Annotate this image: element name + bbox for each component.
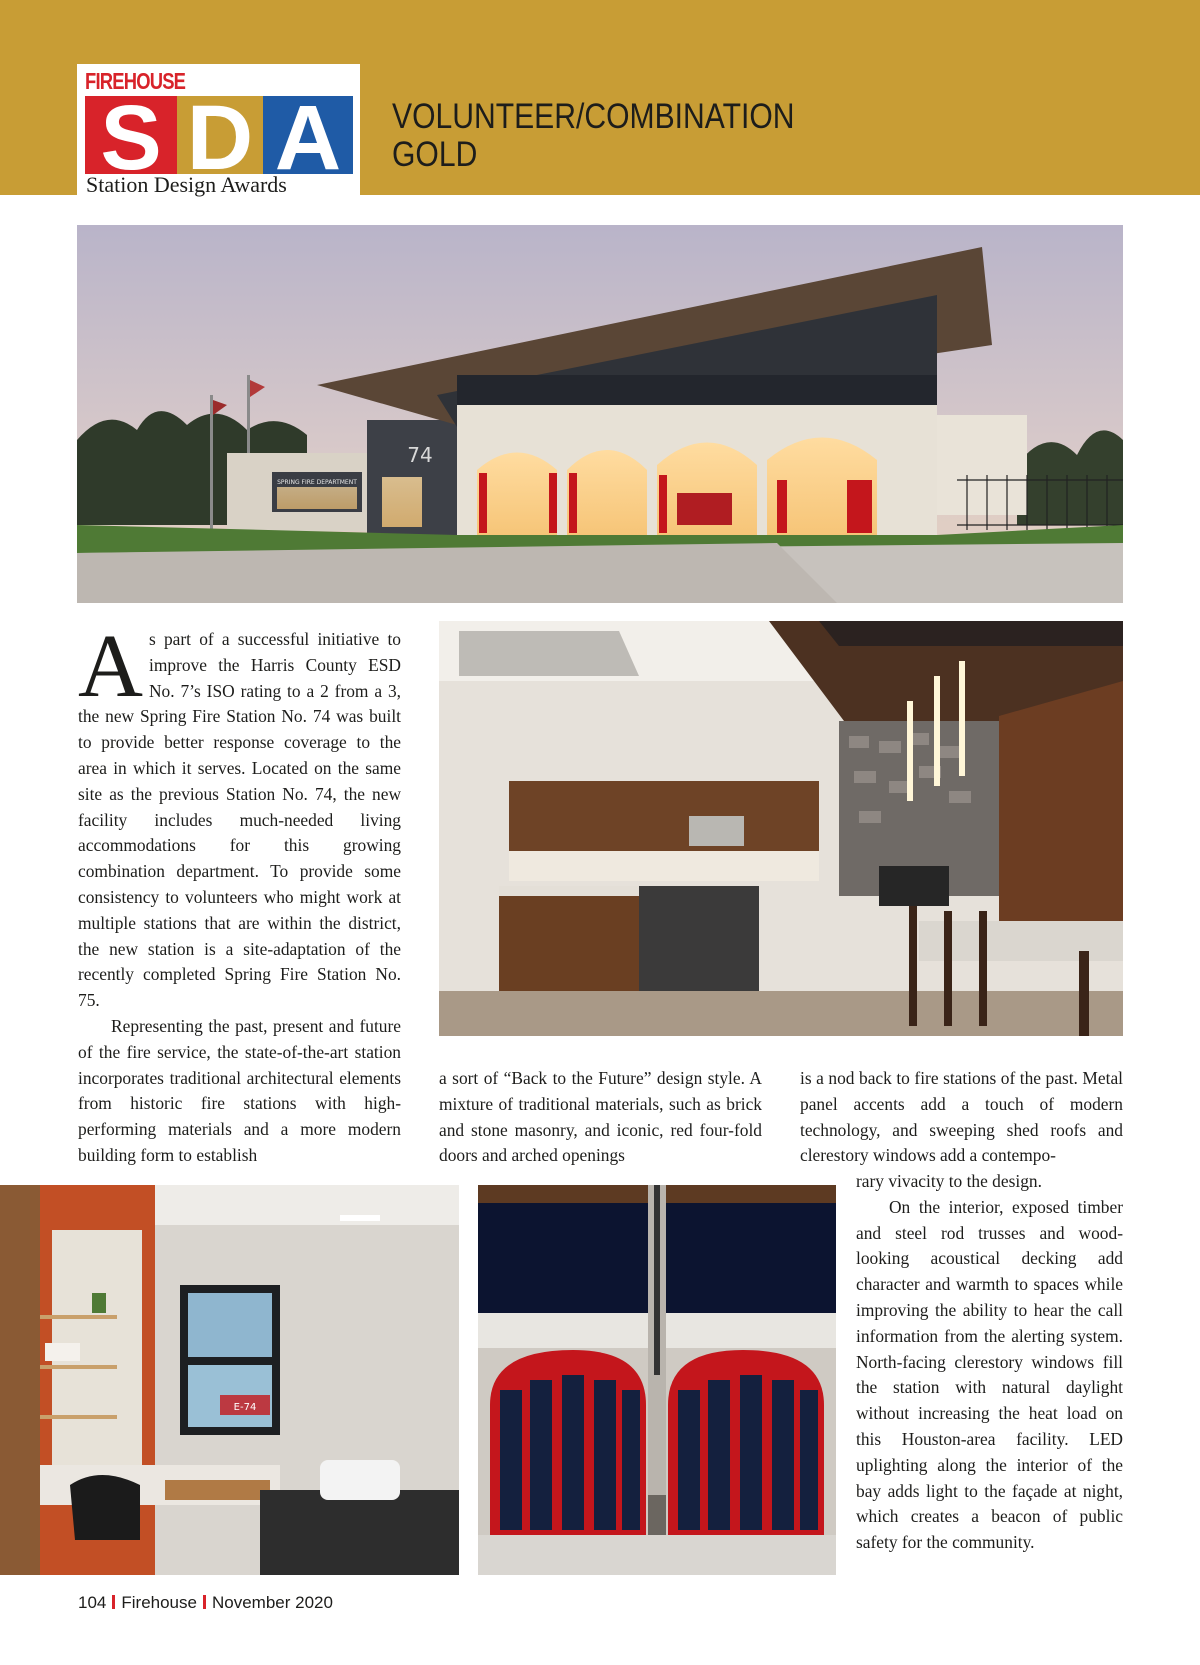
logo-brand: FIREHOUSE bbox=[85, 68, 186, 94]
bedroom-photo bbox=[0, 1185, 459, 1575]
logo-subtitle: Station Design Awards bbox=[86, 172, 287, 197]
award-category bbox=[392, 98, 794, 174]
paragraph-3: On the interior, exposed timber and steel rod trusses and wood-looking acoustical decking add character and warmth to spaces while improving the ability to hear the call information from the alerting system. North-facing clerestory windows fill the station with natural daylight without increasing the heat load on this Houston-area facility. LED uplighting along the interior of the bay adds light to the façade at night, which creates a beacon of public safety for the community. bbox=[856, 1196, 1123, 1553]
magazine-name: Firehouse bbox=[121, 1593, 197, 1612]
text-column-3-continued bbox=[856, 1169, 1123, 1556]
text-column-1 bbox=[78, 617, 401, 1169]
paragraph-1-text: s part of a successful initiative to improve the Harris County ESD No. 7’s ISO rating to a 2 from a 3, the new Spring Fire Station No. 74 was built to provide better response coverage to the area in which it serves. Located on the same site as the previous Station No. 74, the new facility includes much-needed living accommodations for this growing combination department. To provide some consistency to volunteers who might work at multiple stations that are within the district, the new station is a site-adaptation of the recently completed Spring Fire Station No. 75. bbox=[78, 629, 401, 1011]
text-column-2 bbox=[439, 1066, 762, 1169]
paragraph-2-part-2: a sort of “Back to the Future” design style. A mixture of traditional materials, such as brick and stone masonry, and iconic, red four-fold doors and arched openings bbox=[439, 1068, 762, 1166]
category-line-1: VOLUNTEER/COMBINATION bbox=[392, 97, 795, 136]
logo-letters-graphic bbox=[85, 96, 353, 174]
footer-separator bbox=[203, 1595, 206, 1609]
sda-logo bbox=[77, 64, 360, 198]
page-footer bbox=[78, 1593, 333, 1613]
page-number: 104 bbox=[78, 1593, 107, 1612]
exterior-photo bbox=[77, 225, 1123, 603]
svg-text:S: S bbox=[100, 96, 162, 174]
text-column-3 bbox=[800, 1066, 1123, 1169]
category-line-2: GOLD bbox=[392, 135, 478, 174]
footer-separator bbox=[112, 1595, 115, 1609]
paragraph-2-part-3: is a nod back to fire stations of the past. Metal panel accents add a touch of modern technology, and sweeping shed roofs and clerestory windows add a contempo- bbox=[800, 1068, 1123, 1166]
svg-text:A: A bbox=[274, 96, 342, 174]
paragraph-2-part-1: Representing the past, present and future of the fire service, the state-of-the-art station incorporates traditional architectural elements from historic fire stations with high-performing materials and a more modern building form to establish bbox=[78, 1015, 401, 1165]
dropcap: A bbox=[78, 617, 143, 716]
truck-number: E-74 bbox=[233, 1402, 257, 1413]
station-sign: SPRING FIRE DEPARTMENT bbox=[277, 479, 357, 486]
paragraph-2-part-4: rary vivacity to the design. bbox=[856, 1171, 1042, 1191]
station-number: 74 bbox=[407, 443, 433, 467]
kitchen-photo bbox=[439, 621, 1123, 1036]
issue-date: November 2020 bbox=[211, 1593, 333, 1612]
paragraph-1 bbox=[78, 617, 401, 1014]
svg-text:D: D bbox=[186, 96, 254, 174]
bay-doors-photo bbox=[478, 1185, 836, 1575]
